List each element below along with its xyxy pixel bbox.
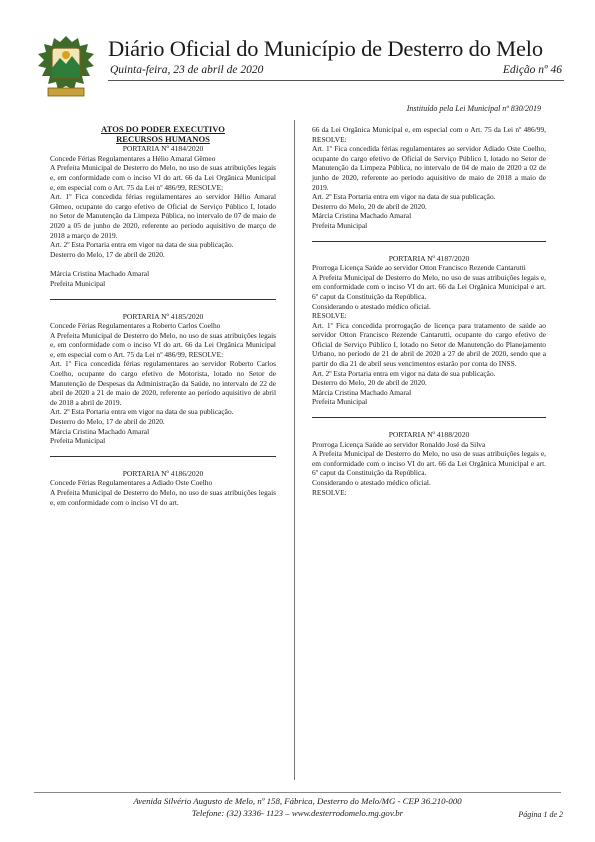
ordinance-subject: Concede Férias Regulamentares a Roberto Carlos Coelho: [50, 321, 221, 331]
ordinance-subject: Concede Férias Regulamentares a Hélio Amaral Gêmeo: [50, 153, 216, 163]
ordinance-article-1: Art. 1º Fica concedida férias regulamentares ao servidor Hélio Amaral Gêmeo, ocupante do cargo efetivo de Oficial de Serviço Público I, lotado no Setor de Manutenção da Limpeza Pública, no intervalo de 07 de maio de 2020 a 05 de junho de 2020, referente ao período aquisitivo de março de 2018 a março de 2019.: [50, 192, 276, 240]
ordinance-preamble: A Prefeita Municipal de Desterro do Melo, no uso de suas atribuições legais e, em conformidade com o inciso VI do art. 66 da Lei Orgânica Municipal e art. 6º caput da Constituição da República.: [312, 449, 546, 478]
ordinance-article-1: Art. 1º Fica concedida férias regulamentares ao servidor Adiado Oste Coelho, ocupante do cargo efetivo de Oficial de Serviço Público I, lotado no Setor de Manutenção da Limpeza Pública, no intervalo de 04 de maio de 2020 a 02 de junho de 2020, referente ao período aquisitivo de maio de 2018 a maio de 2019.: [312, 144, 546, 192]
ordinance-resolve: RESOLVE:: [312, 311, 347, 321]
ordinance-date: Desterro do Melo, 20 de abril de 2020.: [312, 378, 427, 388]
signer-name: Márcia Cristina Machado Amaral: [312, 387, 412, 397]
ordinance-date: Desterro do Melo, 20 de abril de 2020.: [312, 201, 427, 211]
ordinance-number: PORTARIA Nº 4185/2020: [122, 311, 204, 321]
signer-role: Prefeita Municipal: [312, 220, 368, 230]
edition-number: Edição nº 46: [502, 64, 562, 76]
ordinance-resolve: RESOLVE:: [312, 487, 347, 497]
ordinance-number: PORTARIA Nº 4184/2020: [122, 144, 204, 154]
ordinance-separator: [50, 456, 276, 457]
ordinance-article-1: Art. 1º Fica concedida férias regulamentares ao servidor Roberto Carlos Coelho, ocupante do cargo efetivo de Motorista, lotado no Setor de Manutenção de Despesas da Administração da Saúde, no intervalo de 22 de abril de 2020 a 21 de maio de 2020, referente ao período aquisitivo de abril de 2018 a abril de 2019.: [50, 359, 276, 407]
ordinance-preamble: A Prefeita Municipal de Desterro do Melo, no uso de suas atribuições legais e, em conformidade com o inciso VI do art. 66 da Lei Orgânica Municipal e, em especial com o Art. 75 da Lei nº 486/99, RESOLVE:: [50, 163, 276, 192]
publication-title: Diário Oficial do Município de Desterro do Melo: [108, 36, 543, 61]
footer-rule: [34, 792, 561, 793]
ordinance-subject: Prorroga Licença Saúde ao servidor Ronaldo José da Silva: [312, 439, 486, 449]
ordinance-consideration: Considerando o atestado médico oficial.: [312, 478, 431, 487]
signer-role: Prefeita Municipal: [50, 436, 106, 446]
right-column: [312, 125, 546, 497]
ordinance-separator: [312, 241, 546, 242]
signer-name: Márcia Cristina Machado Amaral: [50, 269, 150, 279]
signer-role: Prefeita Municipal: [312, 397, 368, 407]
signer-name: Márcia Cristina Machado Amaral: [312, 211, 412, 221]
signer-name: Márcia Cristina Machado Amaral: [50, 426, 150, 436]
page-number: Página 1 de 2: [518, 810, 563, 819]
ordinance-subject: Prorroga Licença Saúde ao servidor Otton Francisco Rezende Cantarutti: [312, 263, 526, 273]
ordinance-article-1: Art. 1º Fica concedida prorrogação de licença para tratamento de saúde ao servidor Otton Francisco Rezende Cantarutti, ocupante do cargo efetivo de Oficial de Serviço Público I, lotado no Setor de Manutenção do Planejamento Urbano, no período de 21 de abril de 2020 a 27 de abril de 2020, sendo que a partir do dia 21 de abril seus vencimentos estarão por conta do INSS.: [312, 320, 546, 369]
ordinance-number: PORTARIA Nº 4187/2020: [388, 253, 470, 263]
section-title: ATOS DO PODER EXECUTIVO: [101, 124, 225, 134]
ordinance-separator: [312, 417, 546, 418]
ordinance-number: PORTARIA Nº 4188/2020: [388, 430, 470, 440]
ordinance-subject: Concede Férias Regulamentares a Adiado Oste Coelho: [50, 478, 213, 488]
ordinance-article-2: Art. 2º Esta Portaria entra em vigor na data de sua publicação.: [50, 407, 234, 417]
ordinance-date: Desterro do Melo, 17 de abril de 2020.: [50, 249, 165, 259]
ordinance-date: Desterro do Melo, 17 de abril de 2020.: [50, 417, 165, 427]
institution-note: Instituído pela Lei Municipal nº 830/2019: [406, 104, 541, 113]
ordinance-preamble: A Prefeita Municipal de Desterro do Melo, no uso de suas atribuições legais e, em conformidade com o inciso VI do art. 66 da Lei Orgânica Municipal e art. 6º caput da Constituição da República.: [312, 272, 546, 301]
ordinance-number: PORTARIA Nº 4186/2020: [122, 468, 204, 478]
ordinance-article-2: Art. 2º Esta Portaria entra em vigor na data de sua publicação.: [312, 192, 496, 202]
signer-role: Prefeita Municipal: [50, 278, 106, 288]
left-column: [50, 125, 276, 507]
header-rule: [108, 80, 564, 81]
column-divider: [294, 120, 295, 780]
ordinance-preamble: A Prefeita Municipal de Desterro do Melo, no uso de suas atribuições legais e, em conformidade com o inciso VI do art.: [50, 488, 276, 507]
ordinance-article-2: Art. 2º Esta Portaria entra em vigor na data de sua publicação.: [50, 240, 234, 250]
masthead: [34, 34, 564, 102]
footer-address: Avenida Silvério Augusto de Melo, nº 158, Fábrica, Desterro do Melo/MG - CEP 36.210-000: [133, 796, 462, 806]
section-subtitle: RECURSOS HUMANOS: [116, 133, 210, 144]
publication-date: Quinta-feira, 23 de abril de 2020: [110, 64, 264, 76]
ordinance-article-2: Art. 2º Esta Portaria entra em vigor na data de sua publicação.: [312, 368, 496, 378]
municipal-crest-icon: [34, 34, 98, 100]
ordinance-preamble-continued: 66 da Lei Orgânica Municipal e, em especial com o Art. 75 da Lei nº 486/99, RESOLVE:: [312, 125, 546, 144]
footer-contact: Telefone: (32) 3336- 1123 – www.desterrodomelo.mg.gov.br: [191, 808, 404, 818]
ordinance-consideration: Considerando o atestado médico oficial.: [312, 301, 431, 311]
ordinance-separator: [50, 299, 276, 300]
ordinance-preamble: A Prefeita Municipal de Desterro do Melo, no uso de suas atribuições legais e, em conformidade com o inciso VI do art. 66 da Lei Orgânica Municipal e, em especial com o Art. 75 da Lei nº 486/99, RESOLVE:: [50, 330, 276, 359]
